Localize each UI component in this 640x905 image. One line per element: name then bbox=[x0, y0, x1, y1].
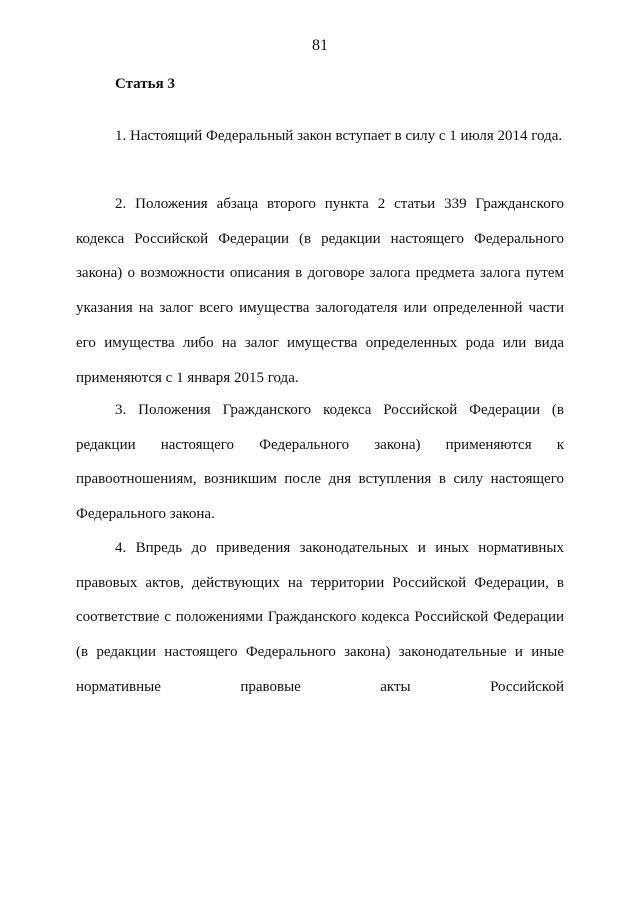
article-paragraph-1: 1. Настоящий Федеральный закон вступает в силу с 1 июля 2014 года. bbox=[115, 128, 563, 144]
page-number: 81 bbox=[312, 37, 328, 54]
article-title: Статья 3 bbox=[115, 76, 175, 92]
article-paragraph-2: 2. Положения абзаца второго пункта 2 статьи 339 Гражданского кодекса Российской Федерации (в редакции настоящего Федерального закона) о возможности описания в договоре залога предмета залога путем указания на залог всего имущества залогодателя или определенной части его имущества либо на залог имущества определенных рода или вида применяются с 1 января 2015 года. bbox=[76, 196, 564, 386]
article-paragraph-3: 3. Положения Гражданского кодекса Российской Федерации (в редакции настоящего Федерального закона) применяются к правоотношениям, возникшим после дня вступления в силу настоящего Федерального закона. bbox=[76, 402, 564, 523]
article-paragraph-4: 4. Впредь до приведения законодательных и иных нормативных правовых актов, действующих на территории Российской Федерации, в соответствие с положениями Гражданского кодекса Российской Федерации (в редакции настоящего Федерального закона) законодательные и иные нормативные правовые акты Российской bbox=[76, 540, 564, 695]
